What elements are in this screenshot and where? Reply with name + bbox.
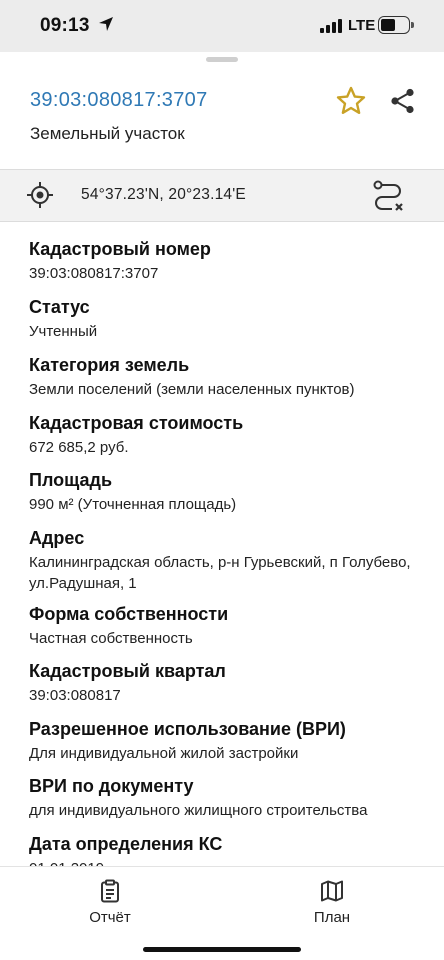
detail-permitted-use: [29, 718, 419, 764]
detail-value: для индивидуального жилищного строительства: [29, 802, 368, 819]
parcel-details-list[interactable]: [0, 222, 444, 866]
tab-plan[interactable]: [282, 879, 382, 926]
status-bar: [0, 0, 444, 52]
detail-label: Разрешенное использование (ВРИ): [29, 719, 346, 739]
tab-plan-label: План: [313, 909, 351, 926]
network-type: LTE: [348, 17, 376, 34]
detail-area: [29, 469, 419, 515]
battery-nub: [411, 22, 414, 28]
route-icon[interactable]: [370, 178, 406, 214]
location-arrow-icon: [98, 16, 114, 32]
detail-label: Площадь: [29, 470, 113, 490]
detail-label: Статус: [29, 297, 90, 317]
cellular-signal-icon: [320, 19, 342, 33]
star-outline-icon[interactable]: [335, 85, 367, 117]
tab-report[interactable]: [60, 879, 160, 926]
detail-label: Дата определения КС: [29, 834, 223, 854]
tab-report-label: Отчёт: [89, 909, 131, 926]
detail-value: Учтенный: [29, 323, 98, 340]
detail-label: Кадастровый квартал: [29, 661, 226, 681]
detail-value: 672 685,2 руб.: [29, 439, 129, 456]
detail-permitted-use-doc: [29, 775, 419, 821]
detail-status: [29, 296, 419, 342]
detail-label: Категория земель: [29, 355, 190, 375]
detail-value: Для индивидуальной жилой застройки: [29, 745, 299, 762]
coordinates-text: 54°37.23'N, 20°23.14'E: [81, 186, 246, 203]
detail-label: ВРИ по документу: [29, 776, 194, 796]
share-icon[interactable]: [389, 87, 417, 115]
home-indicator[interactable]: [143, 947, 301, 952]
detail-cadastral-value: [29, 412, 419, 458]
status-time: 09:13: [40, 15, 90, 36]
detail-value: 39:03:080817: [29, 687, 121, 704]
detail-value: Калининградская область, р-н Гурьевский, п Голубево, ул.Радушная, 1: [29, 554, 411, 592]
detail-label: Адрес: [29, 528, 85, 548]
battery-icon: [378, 16, 410, 34]
detail-cadastral-quarter: [29, 660, 419, 706]
battery-level: [381, 19, 395, 31]
detail-value: Земли поселений (земли населенных пунктов): [29, 381, 355, 398]
detail-label: Кадастровый номер: [29, 239, 211, 259]
detail-value: 990 м² (Уточненная площадь): [29, 496, 237, 513]
map-icon: [320, 879, 344, 903]
object-type: Земельный участок: [30, 124, 185, 143]
clipboard-icon: [98, 879, 122, 903]
crosshair-icon[interactable]: [27, 182, 53, 208]
detail-label: Форма собственности: [29, 604, 229, 624]
parcel-sheet: [0, 52, 444, 960]
detail-ownership-form: [29, 603, 419, 649]
detail-value: 39:03:080817:3707: [29, 265, 159, 282]
detail-label: Кадастровая стоимость: [29, 413, 244, 433]
cadastral-number-link[interactable]: 39:03:080817:3707: [30, 89, 208, 111]
bottom-toolbar: [0, 866, 444, 960]
coordinates-bar: [0, 170, 444, 222]
detail-value: Частная собственность: [29, 630, 193, 647]
detail-cadastral-number: [29, 238, 419, 284]
detail-address: [29, 527, 419, 594]
detail-land-category: [29, 354, 419, 400]
sheet-header: [0, 52, 444, 170]
